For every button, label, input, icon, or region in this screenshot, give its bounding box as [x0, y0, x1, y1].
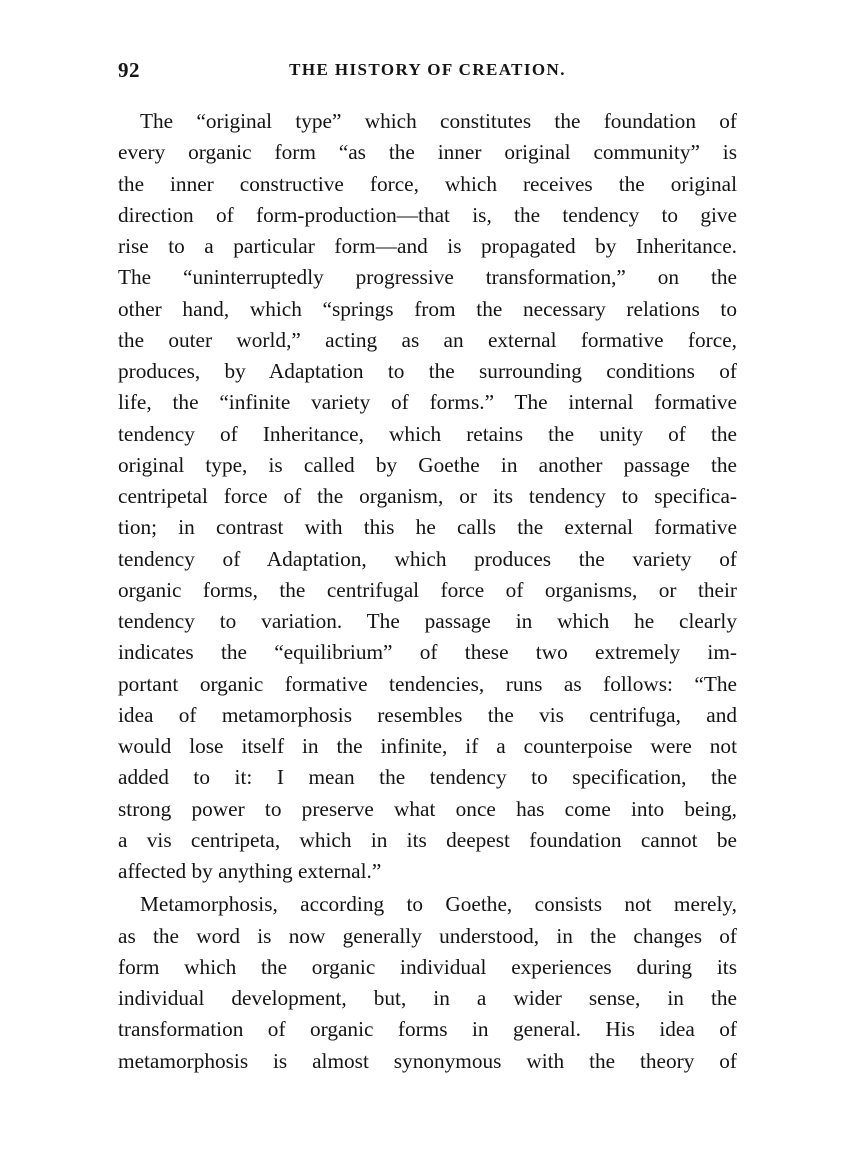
text-line: would lose itself in the infinite, if a counterpoise were not [118, 734, 737, 758]
text-line: idea of metamorphosis resembles the vis centrifuga, and [118, 702, 737, 727]
text-line: every organic form “as the inner original community” is [118, 140, 737, 165]
text-line: produces, by Adaptation to the surrounding conditions of [118, 359, 737, 383]
text-line: form which the organic individual experiences during its [118, 954, 737, 979]
text-line: original type, is called by Goethe in another passage the [118, 452, 737, 477]
text-line: tion; in contrast with this he calls the external formative [118, 515, 737, 540]
text-line: added to it: I mean the tendency to specification, the [118, 765, 737, 790]
body-text [118, 106, 737, 1077]
text-line: direction of form-production—that is, the tendency to give [118, 202, 737, 227]
text-line: transformation of organic forms in general. His idea of [118, 1017, 737, 1042]
text-line: other hand, which “springs from the necessary relations to [118, 296, 737, 321]
text-line: strong power to preserve what once has come into being, [118, 796, 737, 821]
text-line: portant organic formative tendencies, runs as follows: “The [118, 671, 737, 696]
page-header [118, 58, 737, 92]
text-line: indicates the “equilibrium” of these two extremely im- [118, 640, 737, 665]
text-line: Metamorphosis, according to Goethe, consists not merely, [140, 892, 737, 917]
text-line: The “original type” which constitutes the foundation of [140, 109, 737, 133]
text-line: life, the “infinite variety of forms.” The internal formative [118, 390, 737, 415]
text-line: The “uninterruptedly progressive transformation,” on the [118, 265, 737, 290]
text-line: tendency of Inheritance, which retains the unity of the [118, 421, 737, 446]
text-line: tendency to variation. The passage in which he clearly [118, 609, 737, 633]
text-line: organic forms, the centrifugal force of organisms, or their [118, 577, 737, 602]
text-line: tendency of Adaptation, which produces the variety of [118, 546, 737, 571]
text-line: individual development, but, in a wider sense, in the [118, 986, 737, 1010]
text-line: centripetal force of the organism, or its tendency to specifica- [118, 484, 737, 508]
text-line: the outer world,” acting as an external formative force, [118, 327, 737, 352]
text-line: metamorphosis is almost synonymous with the theory of [118, 1048, 737, 1073]
text-line: a vis centripeta, which in its deepest foundation cannot be [118, 827, 737, 852]
running-head: THE HISTORY OF CREATION. [289, 60, 566, 79]
page-number: 92 [118, 58, 140, 82]
text-line: as the word is now generally understood, in the changes of [118, 923, 737, 948]
text-line: affected by anything external.” [118, 859, 382, 883]
text-line: rise to a particular form—and is propagated by Inheritance. [118, 234, 737, 258]
text-line: the inner constructive force, which receives the original [118, 171, 737, 196]
